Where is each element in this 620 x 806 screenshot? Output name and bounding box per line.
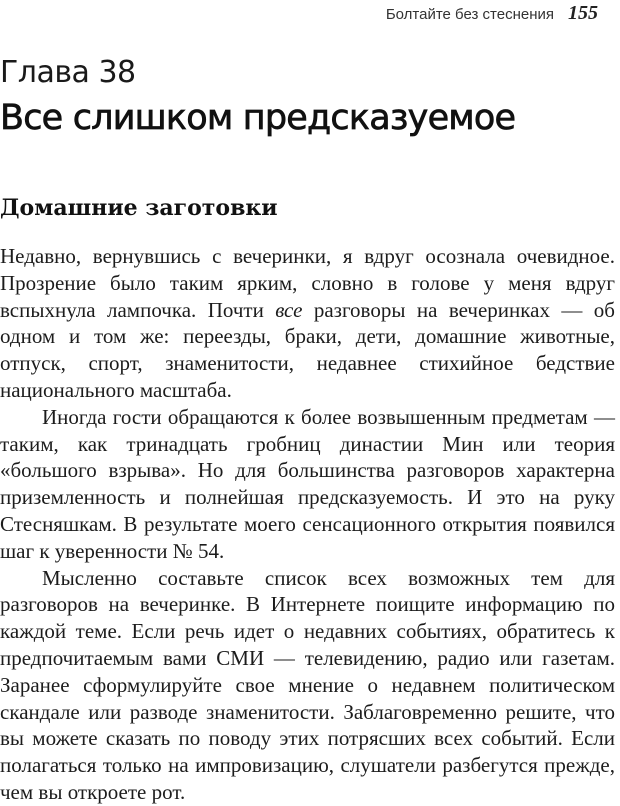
chapter-title: Все слишком предсказуемое (0, 98, 516, 138)
paragraph-1 (0, 243, 615, 404)
section-heading: Домашние заготовки (0, 195, 278, 221)
paragraph-1-start: Недавно, вернувшись с вечеринки, я вдруг осознала очевидное. Прозрение было таким ярким, словно в голове у меня вдруг вспыхнула лампочка. Почти (0, 244, 615, 322)
paragraph-1-end: разговоры на вечеринках — об одном и том же: переезды, браки, дети, домашние животные, отпуск, спорт, знаменитости, недавнее стихийное бедствие национального масштаба. (0, 297, 615, 402)
running-title: Болтайте без стеснения (385, 6, 554, 23)
page-number: 155 (568, 2, 598, 24)
paragraph-2: Иногда гости обращаются к более возвышенным предметам — таким, как тринадцать гробниц династии Мин или теория «большого взрыва». Но для большинства разговоров характерна приземленность и полнейшая предсказуемость. И это на руку Стесняшкам. В результате моего сенсационного открытия появился шаг к уверенности № 54. (0, 404, 615, 563)
paragraph-3: Мысленно составьте список всех возможных тем для разговоров на вечеринке. В Интернете поищите информацию по каждой теме. Если речь идет о недавних событиях, обратитесь к предпочитаемым вами СМИ — телевидению, радио или газетам. Заранее сформулируйте свое мнение о недавнем политическом скандале или разводе знаменитости. Заблаговременно решите, что вы можете сказать по поводу этих потрясших всех событий. Если полагаться только на импровизацию, слушатели разбегутся прежде, чем вы откроете рот. (0, 565, 615, 804)
running-header (386, 2, 598, 25)
chapter-label: Глава 38 (0, 55, 136, 90)
body-text (0, 243, 615, 806)
paragraph-1-emphasis: все (275, 297, 303, 322)
